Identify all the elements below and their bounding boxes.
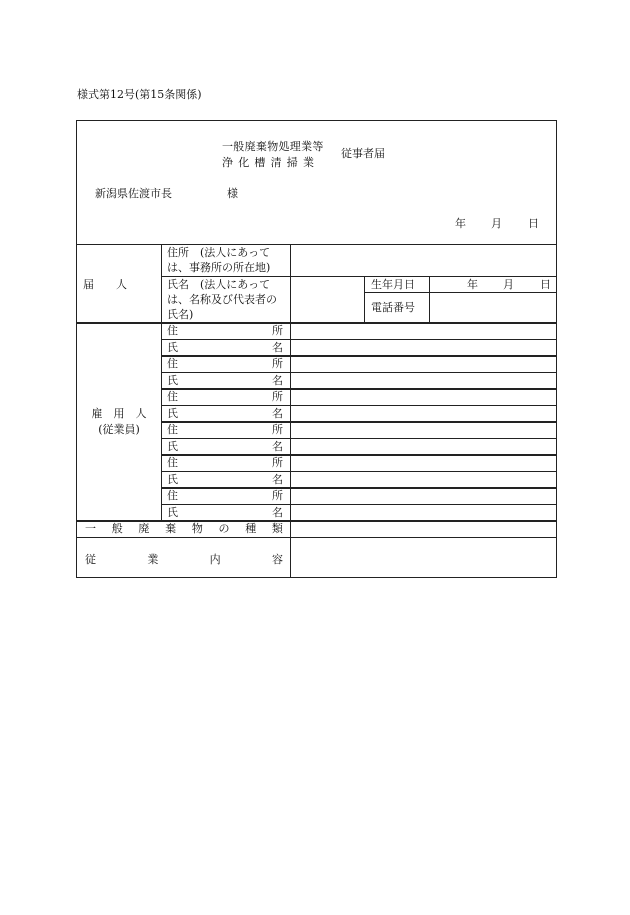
employee-row-11 [167, 489, 283, 503]
birth-day-label: 日 [540, 278, 551, 291]
row-label-right: 所 [272, 357, 283, 370]
waste-type-char: 一 [85, 522, 96, 535]
row-label-right: 名 [272, 506, 283, 519]
divider [161, 339, 557, 340]
employee-row-2 [167, 341, 283, 355]
waste-type-char: 類 [271, 522, 283, 535]
divider [290, 244, 291, 578]
row-label-left: 氏 [167, 407, 178, 420]
employee-row-1 [167, 324, 283, 338]
employee-row-9 [167, 456, 283, 470]
divider [161, 372, 557, 373]
row-label-right: 名 [272, 341, 283, 354]
divider [429, 276, 430, 322]
notifier-label [83, 278, 155, 292]
birth-month-label: 月 [503, 278, 514, 291]
row-label-right: 名 [272, 374, 283, 387]
form-header [77, 121, 556, 244]
divider [77, 537, 557, 538]
row-label-right: 所 [272, 489, 283, 502]
name-label-line-2: は、名称及び代表者の [167, 293, 277, 306]
row-label-left: 氏 [167, 473, 178, 486]
waste-type-char: 棄 [165, 522, 177, 535]
row-label-left: 住 [167, 423, 178, 436]
divider [77, 244, 557, 245]
employee-row-3 [167, 357, 283, 371]
employee-row-4 [167, 374, 283, 388]
divider [161, 405, 557, 406]
form-frame [76, 120, 557, 578]
notifier-label-text: 届 人 [83, 278, 127, 291]
row-label-left: 氏 [167, 341, 178, 354]
date-year-label: 年 [455, 217, 466, 230]
waste-type-char: 般 [111, 522, 123, 535]
divider [161, 438, 557, 439]
divider [161, 244, 162, 522]
row-label-left: 氏 [167, 374, 178, 387]
waste-type-label [85, 522, 283, 536]
row-label-right: 所 [272, 390, 283, 403]
name-label-line-3: 氏名) [167, 308, 194, 321]
row-label-left: 住 [167, 324, 178, 337]
work-content-label [85, 553, 283, 567]
date-day-label: 日 [528, 217, 539, 230]
row-label-right: 名 [272, 440, 283, 453]
row-label-right: 所 [272, 324, 283, 337]
waste-type-char: 種 [245, 522, 257, 535]
address-label-line-2: は、事務所の所在地) [167, 261, 271, 274]
row-label-right: 所 [272, 423, 283, 436]
address-label-line-1: 住所 (法人にあって [167, 246, 271, 259]
row-label-left: 住 [167, 489, 178, 502]
title-line-1: 一般廃棄物処理業等 [222, 140, 324, 153]
employee-row-6 [167, 407, 283, 421]
row-label-left: 住 [167, 390, 178, 403]
title-line-2: 浄化槽清掃業 [222, 156, 320, 169]
work-content-char: 従 [85, 553, 96, 566]
name-label-line-1: 氏名 (法人にあって [167, 278, 271, 291]
employee-row-5 [167, 390, 283, 404]
work-content-char: 容 [271, 553, 283, 566]
divider [364, 292, 557, 293]
row-label-left: 住 [167, 456, 178, 469]
work-content-char: 業 [147, 553, 159, 566]
row-label-left: 氏 [167, 440, 178, 453]
employee-row-12 [167, 506, 283, 520]
employee-label-line-1: 雇 用 人 [91, 407, 147, 420]
form-number: 様式第12号(第15条関係) [77, 88, 202, 101]
divider [161, 276, 557, 277]
row-label-right: 名 [272, 473, 283, 486]
row-label-left: 氏 [167, 506, 178, 519]
honorific: 様 [227, 187, 238, 200]
phone-label: 電話番号 [371, 301, 415, 314]
birth-year-label: 年 [467, 278, 478, 291]
divider [364, 276, 365, 322]
title-suffix: 従事者届 [341, 147, 385, 160]
waste-type-char: の [218, 522, 230, 535]
date-month-label: 月 [491, 217, 502, 230]
employee-row-7 [167, 423, 283, 437]
employee-label-line-2: (従業員) [98, 423, 140, 436]
employee-row-8 [167, 440, 283, 454]
waste-type-char: 物 [191, 522, 203, 535]
divider [77, 322, 557, 324]
work-content-char: 内 [209, 553, 221, 566]
row-label-right: 名 [272, 407, 283, 420]
addressee: 新潟県佐渡市長 [95, 187, 172, 200]
divider [161, 504, 557, 505]
waste-type-char: 廃 [138, 522, 150, 535]
birth-date-label: 生年月日 [371, 278, 415, 291]
employee-row-10 [167, 473, 283, 487]
divider [161, 471, 557, 472]
row-label-left: 住 [167, 357, 178, 370]
row-label-right: 所 [272, 456, 283, 469]
